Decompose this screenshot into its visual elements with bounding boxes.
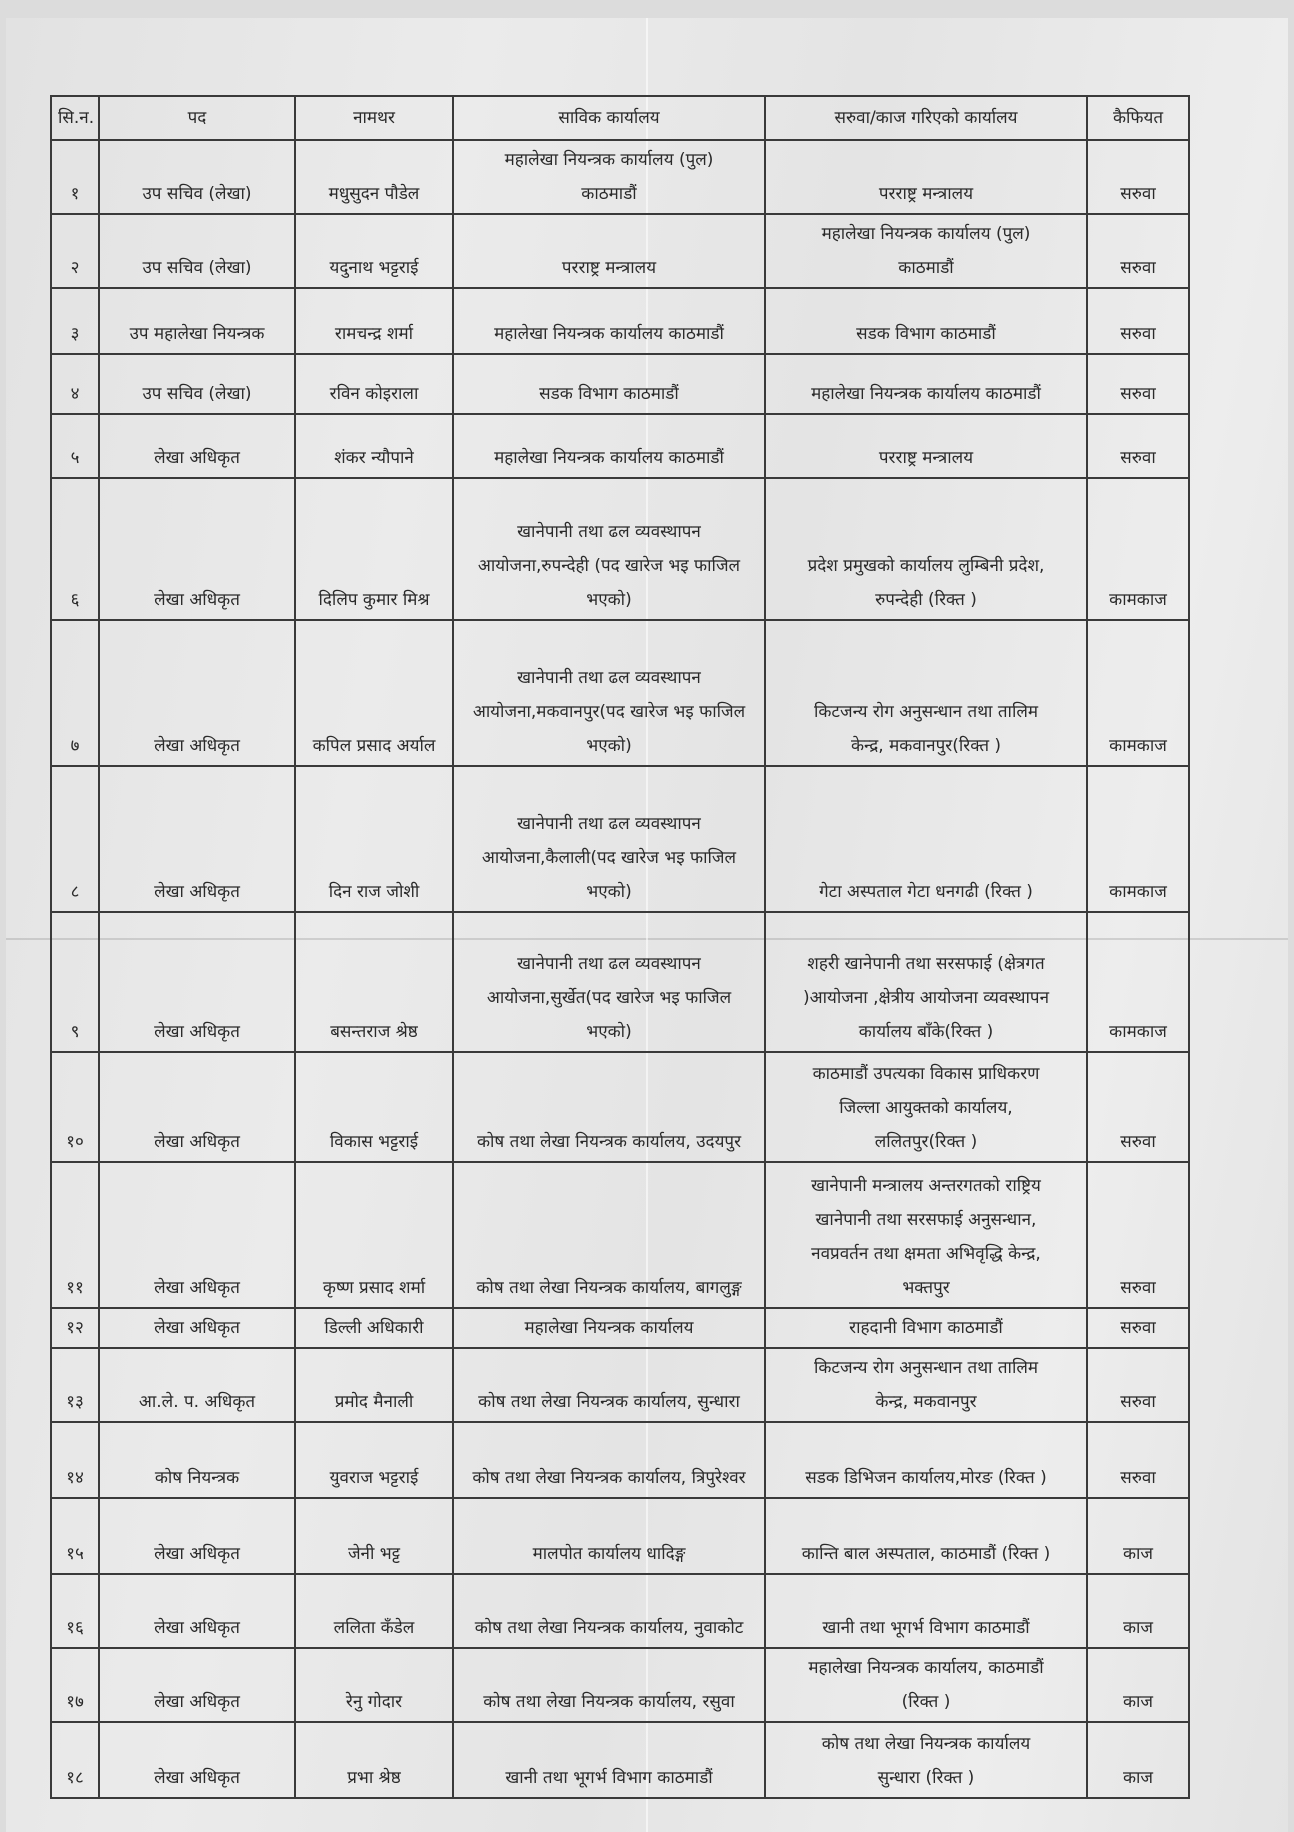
cell-post: लेखा अधिकृत: [99, 1648, 295, 1722]
cell-new-office: खानी तथा भूगर्भ विभाग काठमाडौं: [765, 1574, 1087, 1648]
cell-remarks: सरुवा: [1087, 140, 1189, 214]
table-row: [51, 1574, 1189, 1648]
cell-remarks: सरुवा: [1087, 214, 1189, 288]
cell-sn: ११: [51, 1162, 99, 1308]
cell-name: रामचन्द्र शर्मा: [295, 288, 453, 354]
cell-post: लेखा अधिकृत: [99, 766, 295, 912]
header-row: [51, 96, 1189, 140]
cell-name: डिल्ली अधिकारी: [295, 1308, 453, 1348]
cell-remarks: सरुवा: [1087, 414, 1189, 478]
cell-sn: १०: [51, 1052, 99, 1162]
cell-sn: १७: [51, 1648, 99, 1722]
cell-post: उप सचिव (लेखा): [99, 140, 295, 214]
table-row: [51, 288, 1189, 354]
cell-previous-office: कोष तथा लेखा नियन्त्रक कार्यालय, त्रिपुरेश्वर: [453, 1422, 765, 1498]
cell-post: लेखा अधिकृत: [99, 620, 295, 766]
cell-previous-office: कोष तथा लेखा नियन्त्रक कार्यालय, उदयपुर: [453, 1052, 765, 1162]
cell-sn: १३: [51, 1348, 99, 1422]
cell-name: कपिल प्रसाद अर्याल: [295, 620, 453, 766]
table-row: [51, 214, 1189, 288]
cell-new-office: गेटा अस्पताल गेटा धनगढी (रिक्त ): [765, 766, 1087, 912]
cell-remarks: कामकाज: [1087, 620, 1189, 766]
cell-remarks: काज: [1087, 1574, 1189, 1648]
table-row: [51, 1722, 1189, 1798]
cell-previous-office: कोष तथा लेखा नियन्त्रक कार्यालय, सुन्धारा: [453, 1348, 765, 1422]
cell-post: लेखा अधिकृत: [99, 1162, 295, 1308]
cell-sn: १२: [51, 1308, 99, 1348]
cell-new-office: प्रदेश प्रमुखको कार्यालय लुम्बिनी प्रदेश, रुपन्देही (रिक्त ): [765, 478, 1087, 620]
cell-sn: ८: [51, 766, 99, 912]
cell-sn: ७: [51, 620, 99, 766]
table-row: [51, 1648, 1189, 1722]
cell-remarks: कामकाज: [1087, 478, 1189, 620]
cell-name: विकास भट्टराई: [295, 1052, 453, 1162]
cell-post: आ.ले. प. अधिकृत: [99, 1348, 295, 1422]
cell-previous-office: सडक विभाग काठमाडौं: [453, 354, 765, 414]
cell-sn: ९: [51, 912, 99, 1052]
cell-sn: ५: [51, 414, 99, 478]
cell-new-office: राहदानी विभाग काठमाडौं: [765, 1308, 1087, 1348]
cell-previous-office: खानेपानी तथा ढल व्यवस्थापन आयोजना,सुर्खेत(पद खारेज भइ फाजिल भएको): [453, 912, 765, 1052]
cell-name: कृष्ण प्रसाद शर्मा: [295, 1162, 453, 1308]
cell-previous-office: परराष्ट्र मन्त्रालय: [453, 214, 765, 288]
cell-remarks: सरुवा: [1087, 1422, 1189, 1498]
cell-name: युवराज भट्टराई: [295, 1422, 453, 1498]
cell-name: रेनु गोदार: [295, 1648, 453, 1722]
table-row: [51, 478, 1189, 620]
cell-new-office: काठमाडौं उपत्यका विकास प्राधिकरण जिल्ला आयुक्तको कार्यालय, ललितपुर(रिक्त ): [765, 1052, 1087, 1162]
header-new-office: सरुवा/काज गरिएको कार्यालय: [765, 96, 1087, 140]
cell-remarks: सरुवा: [1087, 1052, 1189, 1162]
cell-remarks: सरुवा: [1087, 1348, 1189, 1422]
cell-post: कोष नियन्त्रक: [99, 1422, 295, 1498]
cell-new-office: महालेखा नियन्त्रक कार्यालय, काठमाडौं (रिक्त ): [765, 1648, 1087, 1722]
cell-name: दिलिप कुमार मिश्र: [295, 478, 453, 620]
table-row: [51, 1308, 1189, 1348]
cell-name: दिन राज जोशी: [295, 766, 453, 912]
transfer-table: [50, 95, 1190, 1799]
cell-name: जेनी भट्ट: [295, 1498, 453, 1574]
table-row: [51, 620, 1189, 766]
cell-remarks: सरुवा: [1087, 288, 1189, 354]
cell-post: लेखा अधिकृत: [99, 1308, 295, 1348]
cell-new-office: शहरी खानेपानी तथा सरसफाई (क्षेत्रगत )आयोजना ,क्षेत्रीय आयोजना व्यवस्थापन कार्यालय बाँके(रिक्त ): [765, 912, 1087, 1052]
table-row: [51, 1498, 1189, 1574]
table-row: [51, 1348, 1189, 1422]
cell-name: बसन्तराज श्रेष्ठ: [295, 912, 453, 1052]
cell-previous-office: खानेपानी तथा ढल व्यवस्थापन आयोजना,रुपन्देही (पद खारेज भइ फाजिल भएको): [453, 478, 765, 620]
cell-new-office: महालेखा नियन्त्रक कार्यालय (पुल) काठमाडौं: [765, 214, 1087, 288]
cell-post: लेखा अधिकृत: [99, 1498, 295, 1574]
cell-remarks: कामकाज: [1087, 912, 1189, 1052]
cell-sn: १८: [51, 1722, 99, 1798]
table-row: [51, 1422, 1189, 1498]
cell-post: उप सचिव (लेखा): [99, 354, 295, 414]
cell-name: शंकर न्यौपाने: [295, 414, 453, 478]
cell-remarks: काज: [1087, 1722, 1189, 1798]
table-row: [51, 766, 1189, 912]
cell-post: लेखा अधिकृत: [99, 1722, 295, 1798]
cell-remarks: सरुवा: [1087, 1308, 1189, 1348]
cell-new-office: खानेपानी मन्त्रालय अन्तरगतको राष्ट्रिय खानेपानी तथा सरसफाई अनुसन्धान, नवप्रवर्तन तथा क्षमता अभिवृद्धि केन्द्र, भक्तपुर: [765, 1162, 1087, 1308]
cell-sn: १६: [51, 1574, 99, 1648]
cell-remarks: सरुवा: [1087, 354, 1189, 414]
header-sn: सि.न.: [51, 96, 99, 140]
cell-post: लेखा अधिकृत: [99, 414, 295, 478]
cell-name: रविन कोइराला: [295, 354, 453, 414]
cell-new-office: सडक डिभिजन कार्यालय,मोरङ (रिक्त ): [765, 1422, 1087, 1498]
cell-remarks: काज: [1087, 1498, 1189, 1574]
cell-new-office: परराष्ट्र मन्त्रालय: [765, 414, 1087, 478]
cell-new-office: सडक विभाग काठमाडौं: [765, 288, 1087, 354]
table-row: [51, 140, 1189, 214]
cell-new-office: किटजन्य रोग अनुसन्धान तथा तालिम केन्द्र, मकवानपुर(रिक्त ): [765, 620, 1087, 766]
cell-sn: ६: [51, 478, 99, 620]
cell-previous-office: खानेपानी तथा ढल व्यवस्थापन आयोजना,मकवानपुर(पद खारेज भइ फाजिल भएको): [453, 620, 765, 766]
cell-previous-office: खानेपानी तथा ढल व्यवस्थापन आयोजना,कैलाली(पद खारेज भइ फाजिल भएको): [453, 766, 765, 912]
cell-name: मधुसुदन पौडेल: [295, 140, 453, 214]
cell-remarks: काज: [1087, 1648, 1189, 1722]
cell-previous-office: कोष तथा लेखा नियन्त्रक कार्यालय, नुवाकोट: [453, 1574, 765, 1648]
cell-post: लेखा अधिकृत: [99, 912, 295, 1052]
cell-previous-office: खानी तथा भूगर्भ विभाग काठमाडौं: [453, 1722, 765, 1798]
table-row: [51, 912, 1189, 1052]
cell-sn: १४: [51, 1422, 99, 1498]
cell-post: लेखा अधिकृत: [99, 1052, 295, 1162]
header-post: पद: [99, 96, 295, 140]
cell-post: लेखा अधिकृत: [99, 1574, 295, 1648]
table-row: [51, 1162, 1189, 1308]
cell-sn: ३: [51, 288, 99, 354]
cell-remarks: कामकाज: [1087, 766, 1189, 912]
cell-name: यदुनाथ भट्टराई: [295, 214, 453, 288]
cell-remarks: सरुवा: [1087, 1162, 1189, 1308]
cell-previous-office: महालेखा नियन्त्रक कार्यालय काठमाडौं: [453, 414, 765, 478]
cell-post: उप महालेखा नियन्त्रक: [99, 288, 295, 354]
cell-post: लेखा अधिकृत: [99, 478, 295, 620]
cell-sn: २: [51, 214, 99, 288]
cell-sn: ४: [51, 354, 99, 414]
cell-previous-office: कोष तथा लेखा नियन्त्रक कार्यालय, रसुवा: [453, 1648, 765, 1722]
header-previous-office: साविक कार्यालय: [453, 96, 765, 140]
cell-name: प्रमोद मैनाली: [295, 1348, 453, 1422]
table-header: [51, 96, 1189, 140]
cell-post: उप सचिव (लेखा): [99, 214, 295, 288]
header-name: नामथर: [295, 96, 453, 140]
cell-previous-office: मालपोत कार्यालय धादिङ्ग: [453, 1498, 765, 1574]
table-row: [51, 414, 1189, 478]
cell-new-office: कान्ति बाल अस्पताल, काठमाडौं (रिक्त ): [765, 1498, 1087, 1574]
cell-previous-office: कोष तथा लेखा नियन्त्रक कार्यालय, बागलुङ्ग: [453, 1162, 765, 1308]
cell-name: प्रभा श्रेष्ठ: [295, 1722, 453, 1798]
cell-name: ललिता कँडेल: [295, 1574, 453, 1648]
header-remarks: कैफियत: [1087, 96, 1189, 140]
cell-previous-office: महालेखा नियन्त्रक कार्यालय: [453, 1308, 765, 1348]
table-row: [51, 1052, 1189, 1162]
cell-new-office: महालेखा नियन्त्रक कार्यालय काठमाडौं: [765, 354, 1087, 414]
cell-new-office: किटजन्य रोग अनुसन्धान तथा तालिम केन्द्र, मकवानपुर: [765, 1348, 1087, 1422]
cell-previous-office: महालेखा नियन्त्रक कार्यालय (पुल) काठमाडौं: [453, 140, 765, 214]
cell-sn: १: [51, 140, 99, 214]
cell-previous-office: महालेखा नियन्त्रक कार्यालय काठमाडौं: [453, 288, 765, 354]
cell-sn: १५: [51, 1498, 99, 1574]
table-row: [51, 354, 1189, 414]
cell-new-office: परराष्ट्र मन्त्रालय: [765, 140, 1087, 214]
cell-new-office: कोष तथा लेखा नियन्त्रक कार्यालय सुन्धारा (रिक्त ): [765, 1722, 1087, 1798]
table-body: [51, 140, 1189, 1798]
